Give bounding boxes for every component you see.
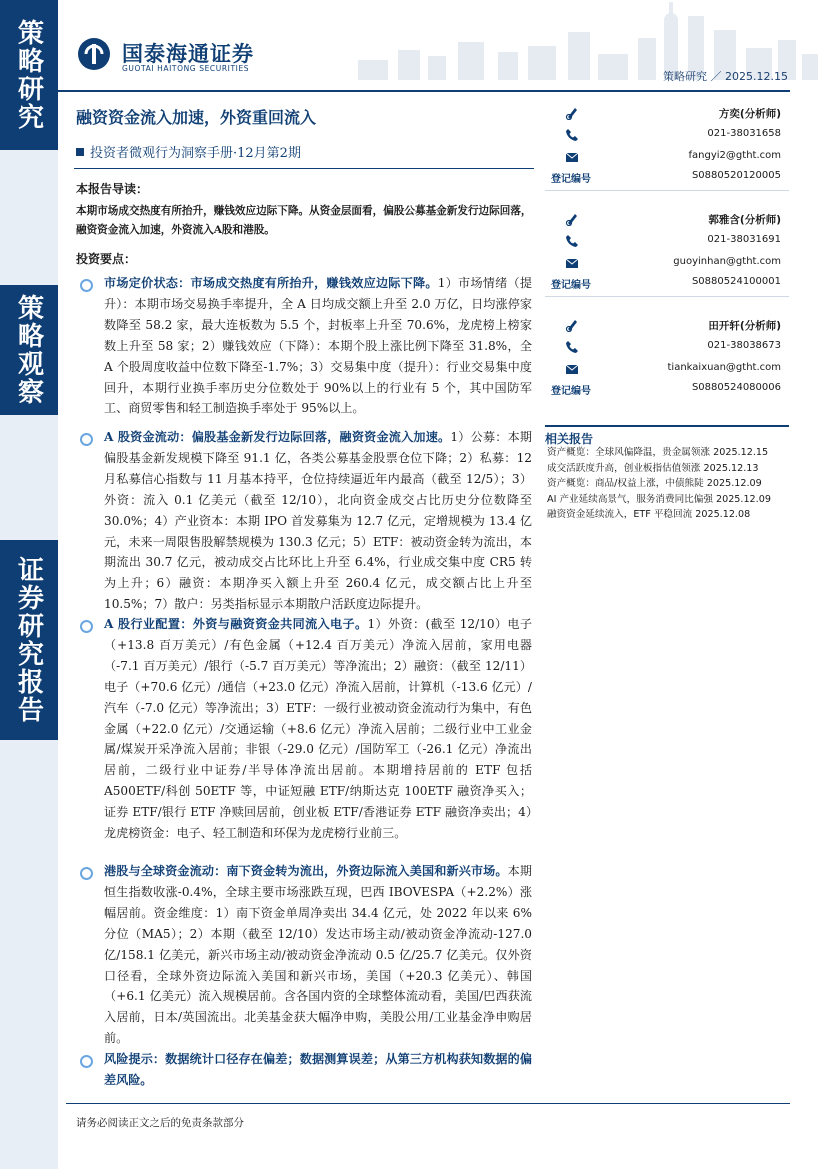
related-report-link[interactable]: 融资资金延续流入，ETF 平稳回流 2025.12.08 [547, 509, 751, 521]
sidebar-block-securities-report [0, 540, 58, 740]
company-logo-icon [76, 36, 112, 72]
pen-icon [565, 106, 579, 120]
circle-bullet-icon [80, 867, 93, 880]
analyst-divider [545, 296, 789, 297]
sidebar-label-3: 证券研究报告 [13, 556, 44, 724]
phone-icon [565, 340, 579, 354]
circle-bullet-icon [80, 279, 93, 292]
phone-icon [565, 128, 579, 142]
registration-number: S0880520120005 [691, 170, 781, 181]
sidebar-spacer [0, 740, 58, 1169]
sidebar-block-strategy-observation [0, 285, 58, 415]
header-divider [58, 90, 790, 92]
registration-number: S0880524080006 [691, 382, 781, 393]
left-sidebar [0, 0, 58, 1169]
title-divider [74, 168, 534, 169]
analyst-name: 方奕(分析师) [718, 108, 781, 120]
key-point-text: 本期恒生指数收涨-0.4%，全球主要市场涨跌互现，巴西 IBOVESPA（+2.2%）涨幅居前。资金维度：1）南下资金单周净卖出 34.4 亿元，处 2022 年以来 6%分位（MA5）；2）本期（截至 12/10）发达市场主动/被动资金净流动-127.0 亿/158.1 亿美元，新兴市场主动/被动资金净流动 0.5 亿/25.7 亿美元。仅外资口径看，全球外资边际流入美国和新兴市场，美国（+20.3 亿美元）、韩国（+6.1 亿美元）流入规模居前。含各国内资的全球整体流动看，美国/巴西获流入居前，日本/英国流出。北美基金获大幅净申购，美股公用/工业基金净申购居前。 [104, 864, 532, 1046]
sidebar-block-strategy-research [0, 0, 58, 150]
key-point-text: 1）公募：本期偏股基金新发规模下降至 91.1 亿，各类公募基金股票仓位下降；2）私募：12 月私募信心指数与 11 月基本持平，仓位持续逼近年内最高（截至 12/5）；3）外资：流入 0.1 亿美元（截至 12/10），北向资金成交占比历史分位数降至 30.0%；4）产业资本：本期 IPO 首发募集为 12.7 亿元，定增规模为 13.4 亿元，未来一周限售股解禁规模为 130.3 亿元；5）ETF：被动资金转为流出，本期流出 30.7 亿元，被动成交占比环比上升至 6.4%，行业成交集中度 CR5 转为上升；6）融资：本期净买入额上升至 260.4 亿元，成交额占比上升至 10.5%；7）散户：另类指标显示本期散户活跃度边际提升。 [104, 430, 532, 612]
email-icon [565, 256, 579, 270]
company-name-cn: 国泰海通证券 [122, 42, 254, 66]
footer-divider [66, 1103, 790, 1104]
email-icon [565, 150, 579, 164]
pen-icon [565, 318, 579, 332]
related-report-link[interactable]: AI 产业延续高景气，服务消费同比偏强 2025.12.09 [547, 493, 771, 505]
related-report-link[interactable]: 成交活跃度升高，创业板指估值领涨 2025.12.13 [547, 462, 759, 474]
pen-icon [565, 212, 579, 226]
analyst-phone: 021-38031658 [707, 128, 781, 139]
analyst-email[interactable]: fangyi2@gtht.com [688, 150, 781, 161]
email-icon [565, 362, 579, 376]
analyst-name: 郭雅含(分析师) [708, 214, 781, 226]
analyst-divider [545, 190, 789, 191]
key-point [104, 614, 532, 844]
key-point-text: 1）外资：(截至 12/10）电子（+13.8 百万美元）/有色金属（+12.4 百万美元）净流入居前，家用电器（-7.1 百万美元）/银行（-5.7 百万美元）等净流出；2）融资：（截至 12/11）电子（+70.6 亿元）/通信（+23.0 亿元）净流入居前，计算机（-13.6 亿元）/汽车（-7.0 亿元）等净流出；3）ETF：一级行业被动资金流动行为集中，有色金属（+22.0 亿元）/交通运输（+8.6 亿元）净流入居前；二级行业中工业金属/煤炭开采净流入居前；非银（-29.0 亿元）/国防军工（-26.1 亿元）净流出居前，二级行业中证券/半导体净流出居前。本期增持居前的 ETF 包括A500ETF/科创 50ETF 等，中证短融 ETF/纳斯达克 100ETF 融资净买入；证券 ETF/银行 ETF 净赎回居前，创业板 ETF/香港证券 ETF 融资净卖出；4）龙虎榜资金：电子、轻工制造和环保为龙虎榜行业前三。 [104, 617, 532, 841]
company-name-en: GUOTAI HAITONG SECURITIES [122, 64, 250, 73]
key-point-lead: 港股与全球资金流动：南下资金转为流出，外资边际流入美国和新兴市场。 [104, 864, 508, 878]
subtitle-text: 投资者微观行为洞察手册·12月第2期 [90, 146, 301, 161]
risk-warning [104, 1049, 532, 1091]
analyst-name: 田开轩(分析师) [708, 320, 781, 332]
report-type-date: 策略研究 ／ 2025.12.15 [663, 70, 788, 83]
circle-bullet-icon [80, 433, 93, 446]
analyst-phone: 021-38038673 [707, 340, 781, 351]
related-report-link[interactable]: 资产概览：全球风偏降温，贵金属领涨 2025.12.15 [547, 447, 769, 458]
analyst-phone: 021-38031691 [707, 234, 781, 245]
key-point-text: 1）市场情绪（提升）：本期市场交易换手率提升，全 A 日均成交额上升至 2.0 万亿，日均涨停家数降至 58.2 家，最大连板数为 5.5 个，封板率上升至 70.6%，龙虎榜上榜家数上升至 58 家；2）赚钱效应（下降）：本期个股上涨比例下降至 31.8%，全 A 个股周度收益中位数下降至-1.7%；3）交易集中度（提升）：行业交易集中度回升，本期行业换手率历史分位数处于 90%以上的行业有 5 个，其中国防军工、商贸零售和轻工制造换手率处于 95%以上。 [104, 276, 532, 416]
sidebar-label-1: 策略研究 [13, 19, 44, 131]
report-title: 融资资金流入加速，外资重回流入 [76, 108, 317, 127]
key-point [104, 273, 532, 419]
related-report-link[interactable]: 资产概览：商品/权益上涨，中债熊陡 2025.12.09 [547, 478, 762, 490]
key-point [104, 861, 532, 1049]
disclaimer-footer: 请务必阅读正文之后的免责条款部分 [76, 1117, 244, 1129]
registration-label: 登记编号 [551, 280, 591, 291]
key-point-lead: A 股行业配置：外资与融资资金共同流入电子。 [104, 617, 368, 631]
key-point-lead: 市场定价状态：市场成交热度有所抬升，赚钱效应边际下降。 [104, 276, 438, 290]
sidebar-spacer [0, 150, 58, 285]
registration-label: 登记编号 [551, 174, 591, 185]
guide-body: 本期市场成交热度有所抬升，赚钱效应边际下降。从资金层面看，偏股公募基金新发行边际回落，融资资金流入加速，外资流入A股和港股。 [76, 205, 532, 236]
key-point-lead: A 股资金流动：偏股基金新发行边际回落，融资资金流入加速。 [104, 430, 451, 444]
related-reports-list [547, 446, 789, 524]
analyst-email[interactable]: guoyinhan@gtht.com [673, 256, 781, 267]
page-header [58, 0, 826, 95]
analyst-email[interactable]: tiankaixuan@gtht.com [667, 362, 781, 373]
report-subtitle [76, 142, 301, 161]
circle-bullet-icon [80, 1055, 93, 1068]
key-point [104, 427, 532, 615]
sidebar-spacer [0, 415, 58, 540]
square-bullet-icon [76, 148, 84, 156]
related-reports-heading: 相关报告 [545, 425, 789, 447]
key-point-lead: 风险提示：数据统计口径存在偏差；数据测算误差；从第三方机构获知数据的偏差风险。 [104, 1052, 532, 1087]
phone-icon [565, 234, 579, 248]
circle-bullet-icon [80, 620, 93, 633]
guide-heading: 本报告导读： [76, 182, 149, 196]
registration-number: S0880524100001 [691, 276, 781, 287]
key-points-heading: 投资要点： [76, 252, 137, 266]
sidebar-label-2: 策略观察 [13, 294, 44, 406]
registration-label: 登记编号 [551, 386, 591, 397]
